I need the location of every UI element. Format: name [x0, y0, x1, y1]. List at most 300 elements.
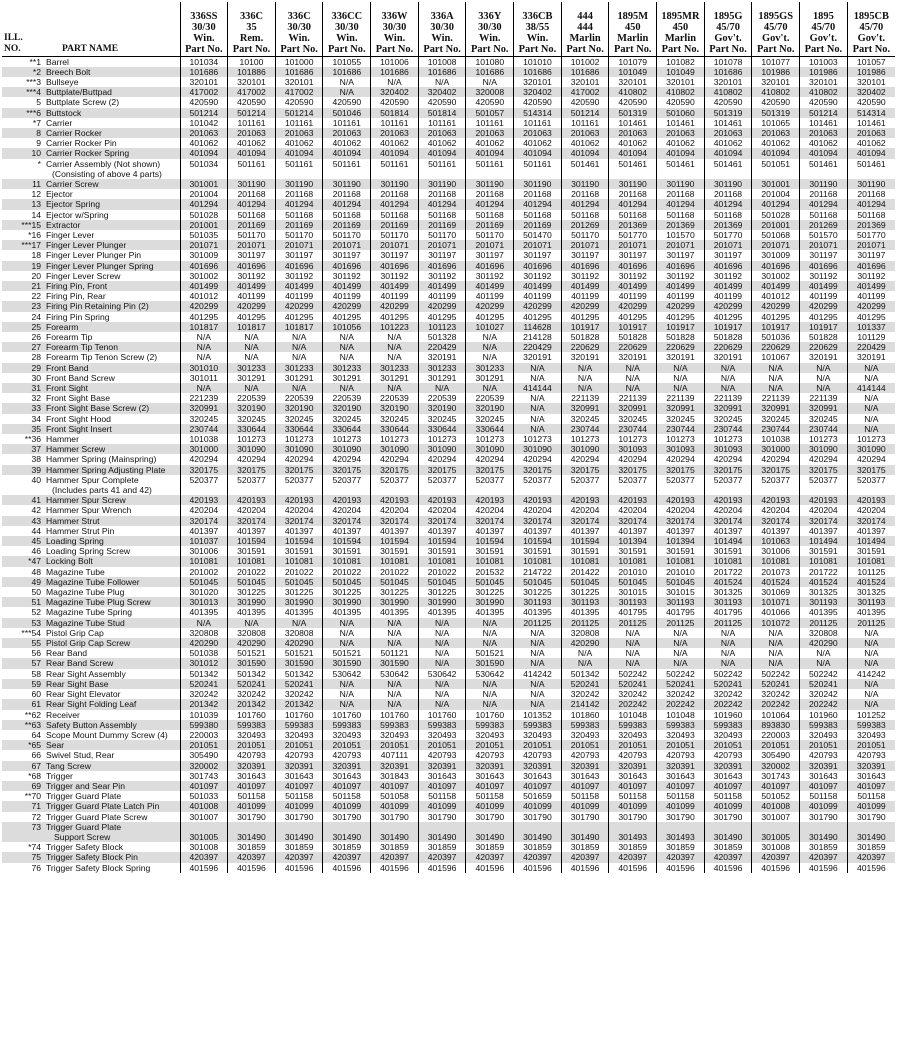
part-name-cell: Finger Lever Plunger Spring: [44, 261, 180, 271]
table-row: [2, 863, 895, 873]
part-number-cell: 301743: [180, 771, 228, 781]
part-number-cell: N/A: [752, 373, 800, 383]
part-number-cell: 320174: [371, 516, 419, 526]
part-number-cell: N/A: [847, 689, 895, 699]
part-number-cell: 301990: [418, 597, 466, 607]
model-header-line: Win.: [193, 32, 215, 44]
part-name-cell: Buttplate/Buttpad: [44, 87, 180, 97]
part-number-cell: 301197: [275, 250, 323, 260]
part-number-cell: 101686: [418, 67, 466, 77]
ill-no-cell: 25: [2, 322, 44, 332]
part-number-cell: 301093: [609, 444, 657, 454]
part-number-cell: 501045: [371, 577, 419, 587]
model-header-line: Win.: [479, 32, 501, 44]
part-number-cell: 401062: [704, 138, 752, 148]
part-name-cell: Trigger and Sear Pin: [44, 781, 180, 791]
part-number-cell: 401696: [800, 261, 848, 271]
part-number-cell: 330644: [275, 424, 323, 434]
part-number-cell: 301643: [228, 771, 276, 781]
part-number-cell: 301225: [275, 587, 323, 597]
part-number-cell: 201073: [752, 567, 800, 577]
ill-no-cell: [2, 169, 44, 179]
table-row: [2, 169, 895, 179]
part-number-cell: 599383: [847, 720, 895, 730]
table-row: [2, 730, 895, 740]
part-number-cell: 401295: [609, 312, 657, 322]
part-number-cell: 501158: [466, 791, 514, 801]
part-number-cell: 214128: [514, 332, 562, 342]
table-row: [2, 699, 895, 709]
model-header-line: 444: [577, 10, 593, 22]
part-name-cell: Hammer Spring Adjusting Plate: [44, 465, 180, 475]
part-number-cell: 301790: [323, 812, 371, 822]
part-number-cell: 401295: [657, 312, 705, 322]
model-header-line: 30/30: [334, 21, 359, 33]
part-number-cell: 301011: [180, 373, 228, 383]
part-number-cell: 401499: [275, 281, 323, 291]
part-number-cell: 320808: [561, 628, 609, 638]
part-number-cell: 420299: [180, 301, 228, 311]
part-number-cell: 417002: [275, 87, 323, 97]
table-row: [2, 475, 895, 485]
part-number-cell: 501828: [704, 332, 752, 342]
part-number-cell: 420590: [275, 97, 323, 107]
part-number-cell: 401696: [847, 261, 895, 271]
part-number-cell: N/A: [275, 383, 323, 393]
part-number-cell: 401395: [847, 607, 895, 617]
part-number-cell: 101594: [466, 536, 514, 546]
part-number-cell: 301190: [371, 179, 419, 189]
part-number-cell: 420204: [609, 505, 657, 515]
part-number-cell: 501168: [609, 210, 657, 220]
part-number-cell: 201168: [609, 189, 657, 199]
part-number-cell: 501045: [180, 577, 228, 587]
part-number-cell: 401596: [371, 863, 419, 873]
part-number-cell: 101125: [847, 567, 895, 577]
part-number-cell: 599383: [514, 720, 562, 730]
part-number-cell: 220629: [609, 342, 657, 352]
model-column-header: [180, 2, 228, 56]
model-header-line: Part No.: [709, 43, 747, 55]
table-row: [2, 332, 895, 342]
part-number-cell: 401395: [466, 607, 514, 617]
part-number-cell: 501770: [609, 230, 657, 240]
part-number-cell: [228, 485, 276, 495]
part-number-cell: 420590: [514, 97, 562, 107]
part-number-cell: 301002: [752, 271, 800, 281]
part-number-cell: 501319: [704, 108, 752, 118]
part-number-cell: 401696: [180, 261, 228, 271]
part-number-cell: 320101: [514, 77, 562, 87]
part-number-cell: 501158: [275, 791, 323, 801]
part-number-cell: 401094: [371, 148, 419, 158]
model-header-line: 450: [672, 21, 689, 33]
part-number-cell: 201051: [704, 740, 752, 750]
part-name-cell: Loading Spring Screw: [46, 546, 131, 557]
part-number-cell: 201051: [466, 740, 514, 750]
part-number-cell: 501319: [752, 108, 800, 118]
part-number-cell: 501214: [228, 108, 276, 118]
part-number-cell: 501170: [466, 230, 514, 240]
model-header-line: 1895G: [713, 10, 743, 22]
part-name-cell: (Includes parts 41 and 42): [52, 485, 152, 496]
part-number-cell: 201168: [561, 189, 609, 199]
part-number-cell: 101067: [752, 352, 800, 362]
part-number-cell: 301090: [561, 444, 609, 454]
part-number-cell: 420397: [657, 852, 705, 862]
part-number-cell: 320242: [228, 689, 276, 699]
ill-no-cell: 28: [31, 352, 41, 363]
ill-no-cell: ***4: [2, 87, 44, 97]
ill-no-cell: 18: [31, 250, 41, 261]
part-number-cell: 201071: [275, 240, 323, 250]
part-number-cell: 320242: [180, 689, 228, 699]
part-number-cell: 301192: [418, 271, 466, 281]
part-number-cell: 305490: [752, 750, 800, 760]
part-number-cell: 320190: [371, 403, 419, 413]
part-name-cell: Swivel Stud, Rear: [46, 750, 115, 761]
part-number-cell: 101594: [561, 536, 609, 546]
table-row: [2, 720, 895, 730]
model-column-header: [609, 2, 657, 56]
part-number-cell: 514314: [847, 108, 895, 118]
part-number-cell: 501168: [228, 210, 276, 220]
part-number-cell: 201004: [752, 189, 800, 199]
part-number-cell: 420204: [418, 505, 466, 515]
part-number-cell: 401199: [609, 291, 657, 301]
part-number-cell: 101273: [371, 434, 419, 444]
table-row: [2, 159, 895, 169]
model-header-line: 450: [624, 21, 641, 33]
part-number-cell: 501521: [228, 648, 276, 658]
part-number-cell: 301197: [514, 250, 562, 260]
part-number-cell: 320245: [561, 414, 609, 424]
model-header-line: 30/30: [192, 21, 216, 33]
part-number-cell: 401295: [371, 312, 419, 322]
ill-no-cell: ***54: [21, 627, 41, 638]
part-number-cell: 301859: [704, 842, 752, 852]
part-number-cell: 320245: [275, 414, 323, 424]
ill-no-cell: *: [37, 158, 41, 169]
part-number-cell: 301790: [514, 812, 562, 822]
part-number-cell: 101252: [847, 710, 895, 720]
part-number-cell: 320175: [418, 465, 466, 475]
table-row: [2, 750, 895, 760]
part-number-cell: 301643: [800, 771, 848, 781]
part-number-cell: 301325: [704, 587, 752, 597]
table-row: [2, 771, 895, 781]
part-number-cell: 330644: [466, 424, 514, 434]
model-header-line: 336CC: [331, 10, 363, 22]
part-number-cell: 301190: [418, 179, 466, 189]
part-number-cell: 320002: [180, 761, 228, 771]
part-number-cell: 501461: [561, 159, 609, 169]
ill-no-cell: *65: [2, 740, 44, 750]
part-number-cell: 301001: [752, 179, 800, 189]
part-number-cell: 520241: [180, 679, 228, 689]
part-number-cell: 420299: [847, 301, 895, 311]
part-number-cell: 301190: [514, 179, 562, 189]
part-number-cell: 501158: [609, 791, 657, 801]
part-number-cell: N/A: [466, 628, 514, 638]
part-number-cell: 101027: [466, 322, 514, 332]
part-number-cell: 520377: [752, 475, 800, 485]
part-number-cell: [228, 822, 276, 832]
part-name-cell: Forearm Tip Tenon: [44, 342, 180, 352]
part-name-cell: Loading Spring: [44, 536, 180, 546]
part-number-cell: [514, 485, 562, 495]
part-number-cell: 101760: [228, 710, 276, 720]
part-number-cell: 301197: [609, 250, 657, 260]
part-number-cell: 420299: [657, 301, 705, 311]
part-number-cell: 301233: [371, 363, 419, 373]
part-number-cell: 401596: [561, 863, 609, 873]
part-number-cell: 320402: [847, 87, 895, 97]
table-row: [2, 403, 895, 413]
model-header-line: Part No.: [280, 43, 318, 55]
part-number-cell: 501038: [180, 648, 228, 658]
ill-no-cell: 43: [2, 516, 44, 526]
ill-no-cell: 51: [2, 597, 44, 607]
part-number-cell: 101049: [657, 67, 705, 77]
part-number-cell: 221239: [180, 393, 228, 403]
part-number-cell: N/A: [418, 618, 466, 628]
part-number-cell: 101003: [800, 56, 848, 67]
part-number-cell: 420204: [466, 505, 514, 515]
model-column-header: [752, 2, 800, 56]
part-number-cell: 101686: [561, 67, 609, 77]
part-number-cell: 501161: [371, 159, 419, 169]
part-number-cell: 301090: [371, 444, 419, 454]
part-number-cell: 301859: [228, 842, 276, 852]
part-number-cell: 320174: [275, 516, 323, 526]
part-number-cell: 420590: [323, 97, 371, 107]
part-name-cell: Trigger Guard Plate Screw: [46, 811, 148, 822]
ill-no-cell: 67: [2, 761, 44, 771]
part-number-cell: 101686: [371, 67, 419, 77]
part-number-cell: 501168: [800, 210, 848, 220]
part-number-cell: 320391: [418, 761, 466, 771]
part-number-cell: 530642: [371, 669, 419, 679]
part-name-cell: Front Sight: [44, 383, 180, 393]
table-row: [2, 801, 895, 811]
part-number-cell: 501319: [609, 108, 657, 118]
part-number-cell: 401294: [323, 199, 371, 209]
part-number-cell: 301197: [466, 250, 514, 260]
part-number-cell: 202242: [800, 699, 848, 709]
part-number-cell: 101273: [847, 434, 895, 444]
part-number-cell: N/A: [323, 679, 371, 689]
part-number-cell: 301291: [371, 373, 419, 383]
part-number-cell: 101886: [228, 67, 276, 77]
part-number-cell: 202242: [657, 699, 705, 709]
part-number-cell: 420294: [180, 454, 228, 464]
part-number-cell: 301990: [228, 597, 276, 607]
table-row: [2, 791, 895, 801]
part-number-cell: 301490: [847, 832, 895, 842]
ill-no-cell: 21: [2, 281, 44, 291]
part-number-cell: 401066: [752, 607, 800, 617]
part-number-cell: 201722: [800, 567, 848, 577]
part-number-cell: 501342: [561, 669, 609, 679]
part-number-cell: 301225: [418, 587, 466, 597]
model-header-line: Win.: [288, 32, 310, 44]
ill-no-cell: 9: [36, 138, 41, 149]
part-number-cell: 301000: [180, 444, 228, 454]
part-number-cell: 501170: [228, 230, 276, 240]
part-number-cell: 401397: [466, 526, 514, 536]
part-number-cell: 301843: [371, 771, 419, 781]
part-number-cell: N/A: [466, 352, 514, 362]
part-name-cell: Finger Lever Plunger: [44, 240, 180, 250]
part-number-cell: 201071: [561, 240, 609, 250]
part-number-cell: 201071: [323, 240, 371, 250]
part-number-cell: 401099: [514, 801, 562, 811]
part-number-cell: 401499: [561, 281, 609, 291]
part-number-cell: 410802: [704, 87, 752, 97]
model-header-line: 444: [577, 21, 593, 33]
part-number-cell: 401294: [657, 199, 705, 209]
part-number-cell: N/A: [561, 373, 609, 383]
part-number-cell: 401097: [609, 781, 657, 791]
part-number-cell: 420397: [228, 852, 276, 862]
part-number-cell: 401012: [180, 291, 228, 301]
part-number-cell: 401397: [180, 526, 228, 536]
model-header-line: 38/55: [525, 21, 550, 33]
part-number-cell: 230744: [180, 424, 228, 434]
ill-no-cell: 59: [2, 679, 44, 689]
part-number-cell: 101081: [228, 556, 276, 566]
table-row: [2, 271, 895, 281]
part-number-cell: 401094: [323, 148, 371, 158]
ill-no-cell: *16: [28, 229, 41, 240]
part-number-cell: 501158: [704, 791, 752, 801]
part-number-cell: 320101: [704, 77, 752, 87]
part-number-cell: 501168: [466, 210, 514, 220]
part-number-cell: 320493: [704, 730, 752, 740]
part-number-cell: 401099: [228, 801, 276, 811]
part-name-cell: Carrier: [46, 117, 73, 128]
part-number-cell: 220539: [275, 393, 323, 403]
part-number-cell: 301859: [514, 842, 562, 852]
part-number-cell: 501214: [180, 108, 228, 118]
table-row: [2, 108, 895, 118]
part-number-cell: 501045: [657, 577, 705, 587]
ill-no-cell: 41: [2, 495, 44, 505]
table-row: [2, 220, 895, 230]
part-name-cell: Firing Pin Retaining Pin (2): [44, 301, 180, 311]
part-number-cell: 420397: [609, 852, 657, 862]
part-number-cell: 401499: [514, 281, 562, 291]
part-number-cell: 320175: [466, 465, 514, 475]
part-number-cell: 320242: [275, 689, 323, 699]
part-number-cell: 320101: [752, 77, 800, 87]
part-number-cell: N/A: [323, 638, 371, 648]
part-number-cell: 501521: [323, 648, 371, 658]
part-number-cell: 401199: [847, 291, 895, 301]
part-number-cell: [800, 822, 848, 832]
part-number-cell: 401395: [561, 607, 609, 617]
part-number-cell: 420204: [704, 505, 752, 515]
part-number-cell: N/A: [704, 648, 752, 658]
table-row: [2, 505, 895, 515]
part-name-cell: Trigger Guard Plate: [44, 822, 180, 832]
part-number-cell: 401062: [228, 138, 276, 148]
part-number-cell: 201169: [371, 220, 419, 230]
part-number-cell: 201063: [800, 128, 848, 138]
part-number-cell: 501158: [418, 791, 466, 801]
part-number-cell: 101082: [657, 56, 705, 67]
part-number-cell: 320101: [800, 77, 848, 87]
part-number-cell: 220003: [180, 730, 228, 740]
part-number-cell: 301005: [752, 832, 800, 842]
part-number-cell: 201022: [275, 567, 323, 577]
model-header-line: 336C: [239, 10, 264, 22]
part-number-cell: N/A: [418, 689, 466, 699]
ill-no-cell: ***15: [2, 220, 44, 230]
part-number-cell: 401524: [847, 577, 895, 587]
part-number-cell: 320174: [704, 516, 752, 526]
part-number-cell: 320991: [561, 403, 609, 413]
model-header-line: 35: [246, 21, 257, 33]
part-number-cell: 502242: [752, 669, 800, 679]
part-number-cell: 301190: [275, 179, 323, 189]
table-row: [2, 454, 895, 464]
part-number-cell: 599383: [371, 720, 419, 730]
part-name-cell: Carrier Rocker Spring: [44, 148, 180, 158]
ill-no-cell: 76: [31, 862, 41, 873]
model-header-line: 336C: [287, 10, 311, 22]
part-number-cell: 502242: [657, 669, 705, 679]
part-number-cell: 420299: [704, 301, 752, 311]
part-number-cell: 599383: [704, 720, 752, 730]
part-number-cell: 401696: [561, 261, 609, 271]
part-number-cell: 501033: [180, 791, 228, 801]
model-header-line: Part No.: [328, 43, 366, 55]
part-name-cell: Rear Band Screw: [44, 658, 180, 668]
part-name-cell: Magazine Tube Spring: [46, 607, 132, 618]
part-name-cell: Firing Pin, Rear: [46, 291, 106, 302]
part-number-cell: 301090: [323, 444, 371, 454]
part-number-cell: N/A: [514, 689, 562, 699]
part-number-cell: 101223: [371, 322, 419, 332]
part-number-cell: 320174: [466, 516, 514, 526]
part-number-cell: 420590: [609, 97, 657, 107]
part-number-cell: 401596: [228, 863, 276, 873]
part-number-cell: 301790: [418, 812, 466, 822]
part-number-cell: 420294: [561, 454, 609, 464]
part-number-cell: [704, 169, 752, 179]
part-number-cell: 320245: [323, 414, 371, 424]
part-name-cell: Breech Bolt: [44, 67, 180, 77]
part-number-cell: 520377: [514, 475, 562, 485]
ill-no-cell: 61: [2, 699, 44, 709]
part-number-cell: 301190: [609, 179, 657, 189]
part-number-cell: 101461: [847, 118, 895, 128]
part-number-cell: 201002: [180, 567, 228, 577]
model-column-header: [514, 2, 562, 56]
model-header-line: 336SS: [190, 10, 218, 22]
part-number-cell: 101273: [609, 434, 657, 444]
part-number-cell: 401397: [800, 526, 848, 536]
part-number-cell: 201051: [657, 740, 705, 750]
table-row: [2, 465, 895, 475]
part-number-cell: N/A: [800, 363, 848, 373]
part-number-cell: 401295: [847, 312, 895, 322]
part-number-cell: 599383: [800, 720, 848, 730]
part-number-cell: 599383: [418, 720, 466, 730]
part-number-cell: 414144: [514, 383, 562, 393]
